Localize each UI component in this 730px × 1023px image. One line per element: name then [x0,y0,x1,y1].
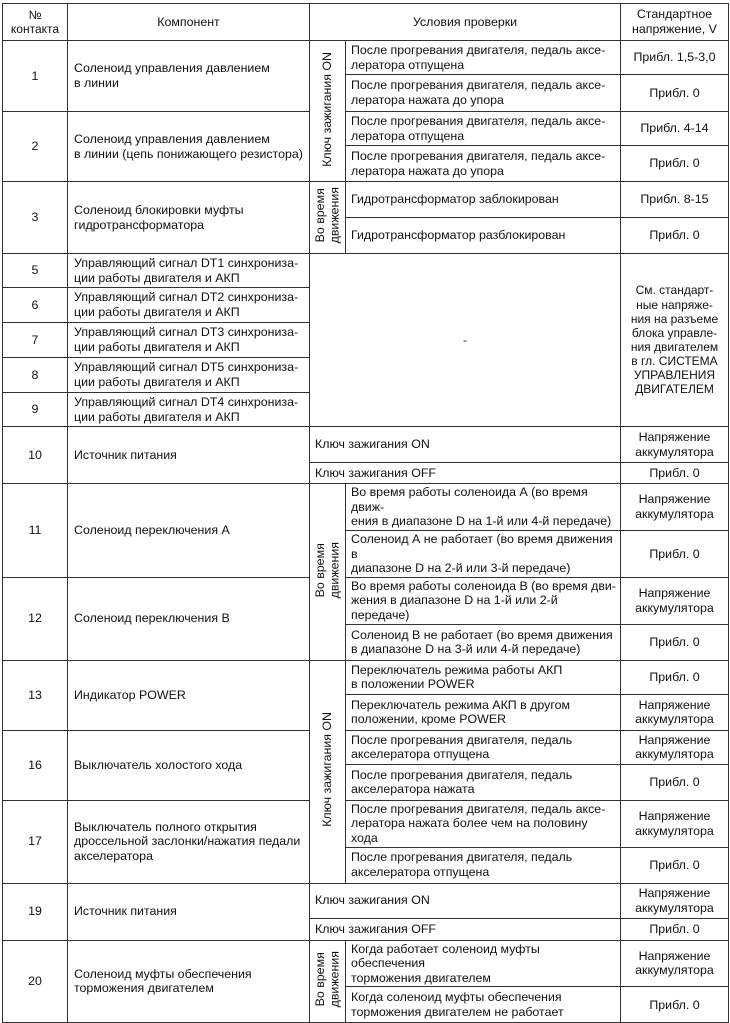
test-condition: После прогревания двигателя, педаль акселератора отпущена [346,730,621,764]
component-name: Управляющий сигнал DT3 синхрониза- ции работы двигателя и АКП [68,323,310,358]
table-row [3,41,729,75]
contact-number: 20 [3,940,68,1023]
table-row [3,112,729,146]
contact-number: 16 [3,730,68,800]
test-condition: Ключ зажигания OFF [310,918,621,940]
test-condition: Когда соленоид муфты обеспечения торможения двигателем не работает [346,987,621,1023]
table-row [3,730,729,764]
component-name: Выключатель холостого хода [68,730,310,800]
contact-number: 19 [3,883,68,940]
contact-number: 11 [3,484,68,578]
contact-number: 2 [3,112,68,182]
test-condition: Когда работает соленоид муфты обеспечения торможения двигателем [346,940,621,987]
header-contact-number: № контакта [3,4,68,41]
standard-voltage: Напряжение аккумулятора [621,883,729,918]
standard-voltage: Прибл. 0 [621,987,729,1023]
standard-voltage: Напряжение аккумулятора [621,577,729,624]
test-condition: После прогревания двигателя, педаль аксе- лератора нажата до упора [346,75,621,112]
standard-voltage: Прибл. 0 [621,624,729,660]
test-condition: Ключ зажигания OFF [310,463,621,484]
contact-number: 7 [3,323,68,358]
standard-voltage: Прибл. 0 [621,75,729,112]
component-name: Соленоид блокировки муфты гидротрансформатора [68,182,310,254]
component-name: Управляющий сигнал DT5 синхрониза- ции работы двигателя и АКП [68,358,310,393]
test-condition: После прогревания двигателя, педаль акселератора отпущена [346,847,621,883]
test-condition: Переключатель режима работы АКП в положении POWER [346,660,621,694]
contact-number: 10 [3,427,68,484]
table-row [3,800,729,847]
standard-voltage: Прибл. 0 [621,764,729,800]
test-condition: Гидротрансформатор разблокирован [346,218,621,254]
test-condition: Во время работы соленоида А (во время движ- ения в диапазоне D на 1-й или 4-й передаче) [346,484,621,531]
component-name: Соленоид управления давлением в линии (цепь понижающего резистора) [68,112,310,182]
test-condition: Гидротрансформатор заблокирован [346,182,621,218]
component-name: Управляющий сигнал DT1 синхрониза- ции работы двигателя и АКП [68,254,310,288]
test-condition: Переключатель режима АКП в другом положении, кроме POWER [346,694,621,730]
component-name: Соленоид муфты обеспечения торможения двигателем [68,940,310,1023]
table-row [3,484,729,531]
component-name: Управляющий сигнал DT2 синхрониза- ции работы двигателя и АКП [68,288,310,323]
standard-voltage: Напряжение аккумулятора [621,427,729,463]
ignition-on-group-label: Ключ зажигания ON [310,660,346,883]
standard-voltage: Прибл. 0 [621,463,729,484]
test-condition: Соленоид В не работает (во время движения в диапазоне D на 3-й или 4-й передаче) [346,624,621,660]
standard-voltage: Напряжение аккумулятора [621,730,729,764]
driving-group-label: Во время движения [310,484,346,661]
header-standard-voltage: Стандартное напряжение, V [621,4,729,41]
test-condition: После прогревания двигателя, педаль аксе- лератора нажата более чем на половину хода [346,800,621,847]
standard-voltage: Напряжение аккумулятора [621,694,729,730]
contact-number: 3 [3,182,68,254]
contact-number: 8 [3,358,68,393]
test-condition: После прогревания двигателя, педаль аксе- лератора нажата до упора [346,146,621,182]
component-name: Соленоид переключения В [68,577,310,660]
test-condition: После прогревания двигателя, педаль аксе- лератора отпущена [346,112,621,146]
voltage-spec-table [2,3,729,1023]
component-name: Соленоид переключения А [68,484,310,578]
table-row [3,254,729,288]
test-condition: Соленоид А не работает (во время движения в диапазоне D на 2-й или 3-й передаче) [346,530,621,577]
standard-voltage: Напряжение аккумулятора [621,940,729,987]
table-row [3,660,729,694]
standard-voltage: Прибл. 0 [621,660,729,694]
test-condition: Ключ зажигания ON [310,883,621,918]
test-condition: После прогревания двигателя, педаль аксе- лератора отпущена [346,41,621,75]
table-row [3,883,729,918]
header-component: Компонент [68,4,310,41]
standard-voltage: Прибл. 4-14 [621,112,729,146]
test-condition: После прогревания двигателя, педаль акселератора нажата [346,764,621,800]
test-condition: Во время работы соленоида В (во время дви- жения в диапазоне D на 1-й или 2-й передаче) [346,577,621,624]
table-row [3,427,729,463]
contact-number: 17 [3,800,68,883]
component-name: Источник питания [68,883,310,940]
standard-voltage: Прибл. 0 [621,146,729,182]
contact-number: 9 [3,393,68,427]
standard-voltage: Прибл. 0 [621,847,729,883]
component-name: Управляющий сигнал DT4 синхрониза- ции работы двигателя и АКП [68,393,310,427]
contact-number: 13 [3,660,68,730]
standard-voltage: Прибл. 0 [621,218,729,254]
contact-number: 1 [3,41,68,112]
ignition-on-group-label: Ключ зажигания ON [310,41,346,182]
contact-number: 6 [3,288,68,323]
standard-voltage: Прибл. 1,5-3,0 [621,41,729,75]
test-condition: Ключ зажигания ON [310,427,621,463]
header-row [3,4,729,41]
driving-group-label: Во время движения [310,940,346,1023]
standard-voltage: Прибл. 0 [621,918,729,940]
standard-voltage: Прибл. 0 [621,530,729,577]
contact-number: 5 [3,254,68,288]
table-row [3,940,729,987]
contact-number: 12 [3,577,68,660]
driving-group-label: Во время движения [310,182,346,254]
component-name: Источник питания [68,427,310,484]
component-name: Индикатор POWER [68,660,310,730]
standard-voltage: Прибл. 8-15 [621,182,729,218]
table-row [3,182,729,218]
standard-voltage: Напряжение аккумулятора [621,800,729,847]
standard-voltage: Напряжение аккумулятора [621,484,729,531]
header-test-conditions: Условия проверки [310,4,621,41]
component-name: Соленоид управления давлением в линии [68,41,310,112]
table-row [3,577,729,624]
component-name: Выключатель полного открытия дроссельной заслонки/нажатия педали акселератора [68,800,310,883]
conditions-not-applicable: - [310,254,621,427]
reference-note: См. стандарт- ные напряже- ния на разъеме блока управле- ния двигателем в гл. СИСТЕМА УПРАВЛЕНИЯ ДВИГАТЕЛЕМ [621,254,729,427]
